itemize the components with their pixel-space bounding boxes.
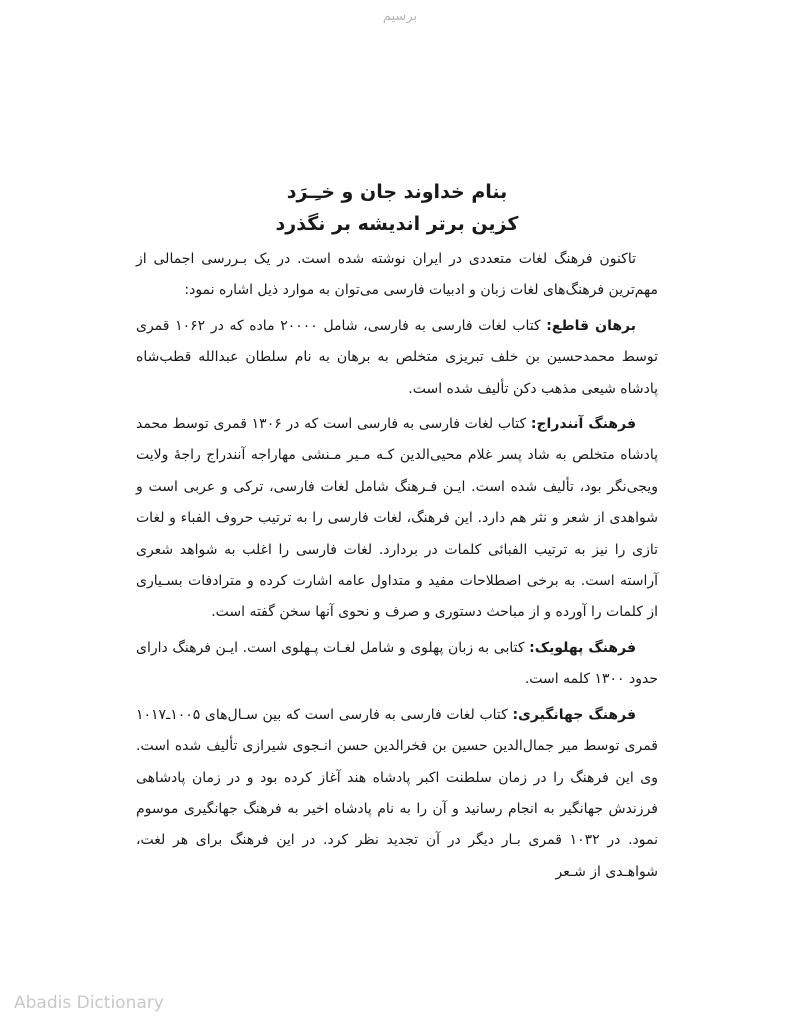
entry-term: فرهنگ آنندراج: [530,416,637,433]
page-body [136,176,658,892]
verse-line-2: کزین برتر اندیشه بر نگذرد [275,213,519,235]
entry-text: کتابی به زبان پهلوی و شامل لغـات پـهلوی است. ایـن فرهنگ دارای حدود ۱۳۰۰ کلمه است. [136,639,658,688]
running-header: برسیم [382,9,418,24]
watermark-text: Abadis Dictionary [14,993,164,1013]
entry-text: کتاب لغات فارسی به فارسی است که بین سـال‌های ۱۰۰۵ـ۱۰۱۷ قمری توسط میر جمال‌الدین حسین بن فخرالدین حسن انـجوی شیرازی تألیف شده است. وی این فرهنگ را در زمان سلطنت اکبر پادشاه هند آغاز کرده بود و در زمان پادشاهی فرزندش جهانگیر به انجام رسانید و آن را به نام پادشاه اخیر به فرهنگ جهانگیری موسوم نمود. در ۱۰۳۲ قمری بـار دیگر در آن تجدید نظر کرد. در این فرهنگ برای هر لغت، شواهـدی از شـعر [136,706,658,880]
entry-term: برهان قاطع: [546,317,637,334]
entry-farhang-jahangiri [136,700,658,888]
opening-verse [136,176,658,240]
entry-farhang-pahlavik [136,633,658,696]
entry-term: فرهنگ جهانگیری: [512,706,636,723]
entry-text: کتاب لغات فارسی به فارسی است که در ۱۳۰۶ قمری توسط محمد پادشاه متخلص به شاد پسر غلام محیی‌الدین کـه مـیر مـنشی مهاراجه آنندراج راجهٔ ولایت ویجی‌نگر بود، تألیف شده است. ایـن فـرهنگ شامل لغات فارسی، ترکی و عربی است و شواهدی از شعر و نثر هم دارد. این فرهنگ، لغات فارسی را به ترتیب حروف الفباء و لغات تازی را نیز به ترتیب الفبائی کلمات در بردارد. لغات فارسی را اغلب به شواهد شعری آراسته است. به برخی اصطلاحات مفید و متداول عامه اشارت کرده و مترادفات بسـیاری از کلمات را آورده و از مباحث دستوری و صرف و نحوی آنها سخن گفته است. [136,416,658,621]
intro-paragraph: تاکنون فرهنگ لغات متعددی در ایران نوشته شده است. در یک بـررسی اجمالی از مهم‌ترین فرهنگ‌های لغات زبان و ادبیات فارسی می‌توان به موارد ذیل اشاره نمود: [136,251,658,299]
entry-farhang-anandraj [136,409,658,629]
entry-text: کتاب لغات فارسی به فارسی، شامل ۲۰۰۰۰ ماده که در ۱۰۶۲ قمری توسط محمدحسین بن خلف تبریزی متخلص به برهان به نام سلطان عبدالله قطب‌شاه پادشاه شیعی مذهب دکن تألیف شده است. [136,317,658,397]
verse-line-1: بنام خداوند جان و خـِـرَد [286,181,508,203]
entry-term: فرهنگ پهلویک: [529,639,636,656]
entry-burhan-qate [136,311,658,405]
